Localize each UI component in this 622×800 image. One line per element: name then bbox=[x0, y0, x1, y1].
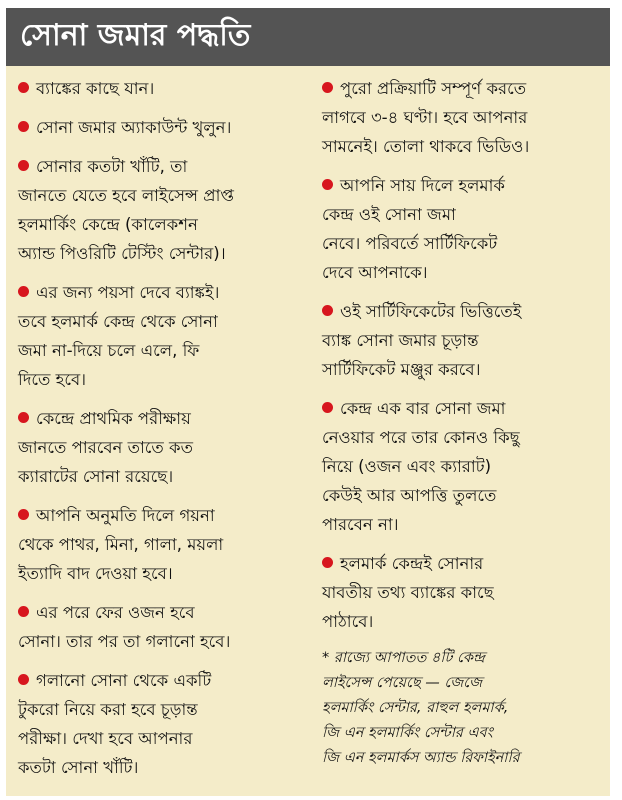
line-text: গলানো সোনা থেকে একটি bbox=[36, 671, 212, 690]
list-item bbox=[18, 278, 310, 394]
bullet-icon bbox=[322, 557, 333, 568]
footnote-line: লাইসেন্স পেয়েছে — জেজে bbox=[322, 675, 483, 691]
text-line bbox=[322, 423, 604, 452]
list-item bbox=[18, 113, 310, 142]
text-line bbox=[18, 181, 310, 210]
text-line bbox=[18, 530, 310, 559]
line-text: ওই সার্টিফিকেটের ভিত্তিতেই bbox=[340, 302, 522, 321]
line-text: দিতে হবে। bbox=[18, 370, 87, 389]
line-text: দেবে আপনাকে। bbox=[322, 263, 428, 282]
text-line bbox=[18, 724, 310, 753]
line-text: পুরো প্রক্রিয়াটি সম্পূর্ণ করতে bbox=[340, 79, 527, 98]
right-column bbox=[322, 74, 604, 771]
list-item bbox=[18, 404, 310, 491]
text-line bbox=[18, 559, 310, 588]
bullet-icon bbox=[18, 509, 29, 520]
bullet-icon bbox=[18, 121, 29, 132]
line-text: পরীক্ষা। দেখা হবে আপনার bbox=[18, 729, 193, 748]
footnote-line: জি এন হলমার্কস অ্যান্ড রিফাইনারি bbox=[322, 750, 520, 766]
text-line bbox=[18, 695, 310, 724]
text-line bbox=[18, 210, 310, 239]
line-text: সোনার কতটা খাঁটি, তা bbox=[36, 157, 188, 176]
bullet-icon bbox=[18, 160, 29, 171]
line-text: অ্যান্ড পিওরিটি টেস্টিং সেন্টার)। bbox=[18, 244, 226, 263]
bullet-icon bbox=[322, 179, 333, 190]
text-line bbox=[322, 326, 604, 355]
list-item bbox=[322, 74, 604, 161]
list-item bbox=[322, 549, 604, 636]
line-text: কেউই আর আপত্তি তুলতে bbox=[322, 486, 497, 505]
text-line bbox=[322, 355, 604, 384]
list-item bbox=[322, 171, 604, 287]
line-text: আপনি সায় দিলে হলমার্ক bbox=[340, 176, 505, 195]
bullet-icon bbox=[18, 82, 29, 93]
bullet-icon bbox=[322, 82, 333, 93]
bullet-icon bbox=[322, 305, 333, 316]
text-line bbox=[18, 365, 310, 394]
text-line bbox=[322, 103, 604, 132]
line-text: ব্যাঙ্ক সোনা জমার চূড়ান্ত bbox=[322, 331, 479, 350]
info-card bbox=[6, 8, 610, 796]
page-title: সোনা জমার পদ্ধতি bbox=[20, 18, 251, 53]
line-text: টুকরো নিয়ে করা হবে চূড়ান্ত bbox=[18, 700, 198, 719]
text-line bbox=[322, 578, 604, 607]
left-column bbox=[18, 74, 310, 792]
line-text: জানতে যেতে হবে লাইসেন্স প্রাপ্ত bbox=[18, 186, 234, 205]
text-line bbox=[18, 433, 310, 462]
bullet-icon bbox=[322, 402, 333, 413]
list-item bbox=[18, 598, 310, 656]
list-item bbox=[322, 394, 604, 539]
line-text: কতটা সোনা খাঁটি। bbox=[18, 758, 139, 777]
text-line bbox=[322, 132, 604, 161]
line-text: কেন্দ্র এক বার সোনা জমা bbox=[340, 399, 506, 418]
list-item bbox=[18, 666, 310, 782]
line-text: থেকে পাথর, মিনা, গালা, ময়লা bbox=[18, 535, 224, 554]
line-text: কেন্দ্রে প্রাথমিক পরীক্ষায় bbox=[36, 409, 191, 428]
text-line bbox=[322, 481, 604, 510]
line-text: লাগবে ৩-৪ ঘণ্টা। হবে আপনার bbox=[322, 108, 528, 127]
text-line bbox=[322, 394, 604, 423]
list-item bbox=[18, 74, 310, 103]
text-line bbox=[322, 74, 604, 103]
text-line bbox=[322, 258, 604, 287]
line-text: এর পরে ফের ওজন হবে bbox=[36, 603, 195, 622]
bullet-icon bbox=[18, 286, 29, 297]
text-line bbox=[18, 307, 310, 336]
line-text: সোনা জমার অ্যাকাউন্ট খুলুন। bbox=[36, 118, 232, 137]
bullet-icon bbox=[18, 606, 29, 617]
line-text: এর জন্য পয়সা দেবে ব্যাঙ্কই। bbox=[36, 283, 220, 302]
line-text: যাবতীয় তথ্য ব্যাঙ্কের কাছে bbox=[322, 583, 494, 602]
text-line bbox=[322, 229, 604, 258]
text-line bbox=[322, 200, 604, 229]
line-text: ব্যাঙ্কের কাছে যান। bbox=[36, 79, 155, 98]
line-text: ক্যারাটের সোনা রয়েছে। bbox=[18, 467, 174, 486]
text-line bbox=[18, 462, 310, 491]
line-text: নেবে। পরিবর্তে সার্টিফিকেট bbox=[322, 234, 498, 253]
text-line bbox=[18, 666, 310, 695]
line-text: ইত্যাদি বাদ দেওয়া হবে। bbox=[18, 564, 173, 583]
text-line bbox=[322, 549, 604, 578]
text-line bbox=[18, 239, 310, 268]
footnote-line: জি এন হলমার্কিং সেন্টার এবং bbox=[322, 725, 493, 741]
line-text: হলমার্কিং কেন্দ্রে (কালেকশন bbox=[18, 215, 198, 234]
list-item bbox=[18, 501, 310, 588]
text-line bbox=[18, 152, 310, 181]
line-text: তবে হলমার্ক কেন্দ্র থেকে সোনা bbox=[18, 312, 218, 331]
footnote-line: হলমার্কিং সেন্টার, রাহুল হলমার্ক, bbox=[322, 700, 509, 716]
text-line bbox=[322, 452, 604, 481]
text-line bbox=[18, 404, 310, 433]
line-text: পারবেন না। bbox=[322, 515, 399, 534]
line-text: সোনা। তার পর তা গলানো হবে। bbox=[18, 632, 231, 651]
footnote-line: * রাজ্যে আপাতত ৪টি কেন্দ্র bbox=[322, 650, 485, 666]
line-text: নিয়ে (ওজন এবং ক্যারাট) bbox=[322, 457, 492, 476]
text-line bbox=[18, 113, 310, 142]
line-text: কেন্দ্র ওই সোনা জমা bbox=[322, 205, 456, 224]
text-line bbox=[18, 598, 310, 627]
line-text: পাঠাবে। bbox=[322, 612, 374, 631]
line-text: সামনেই। তোলা থাকবে ভিডিও। bbox=[322, 137, 530, 156]
text-line bbox=[18, 336, 310, 365]
list-item bbox=[18, 152, 310, 268]
text-line bbox=[18, 74, 310, 103]
text-line bbox=[18, 278, 310, 307]
text-line bbox=[18, 753, 310, 782]
list-item bbox=[322, 297, 604, 384]
header-bar bbox=[6, 8, 610, 66]
bullet-icon bbox=[18, 674, 29, 685]
text-line bbox=[18, 501, 310, 530]
line-text: সার্টিফিকেট মঞ্জুর করবে। bbox=[322, 360, 481, 379]
bullet-icon bbox=[18, 412, 29, 423]
text-line bbox=[18, 627, 310, 656]
line-text: হলমার্ক কেন্দ্রই সোনার bbox=[340, 554, 484, 573]
text-line bbox=[322, 297, 604, 326]
line-text: জানতে পারবেন তাতে কত bbox=[18, 438, 193, 457]
line-text: নেওয়ার পরে তার কোনও কিছু bbox=[322, 428, 520, 447]
footnote bbox=[322, 646, 604, 771]
line-text: জমা না-দিয়ে চলে এলে, ফি bbox=[18, 341, 200, 360]
text-line bbox=[322, 510, 604, 539]
line-text: আপনি অনুমতি দিলে গয়না bbox=[36, 506, 215, 525]
text-line bbox=[322, 607, 604, 636]
text-line bbox=[322, 171, 604, 200]
